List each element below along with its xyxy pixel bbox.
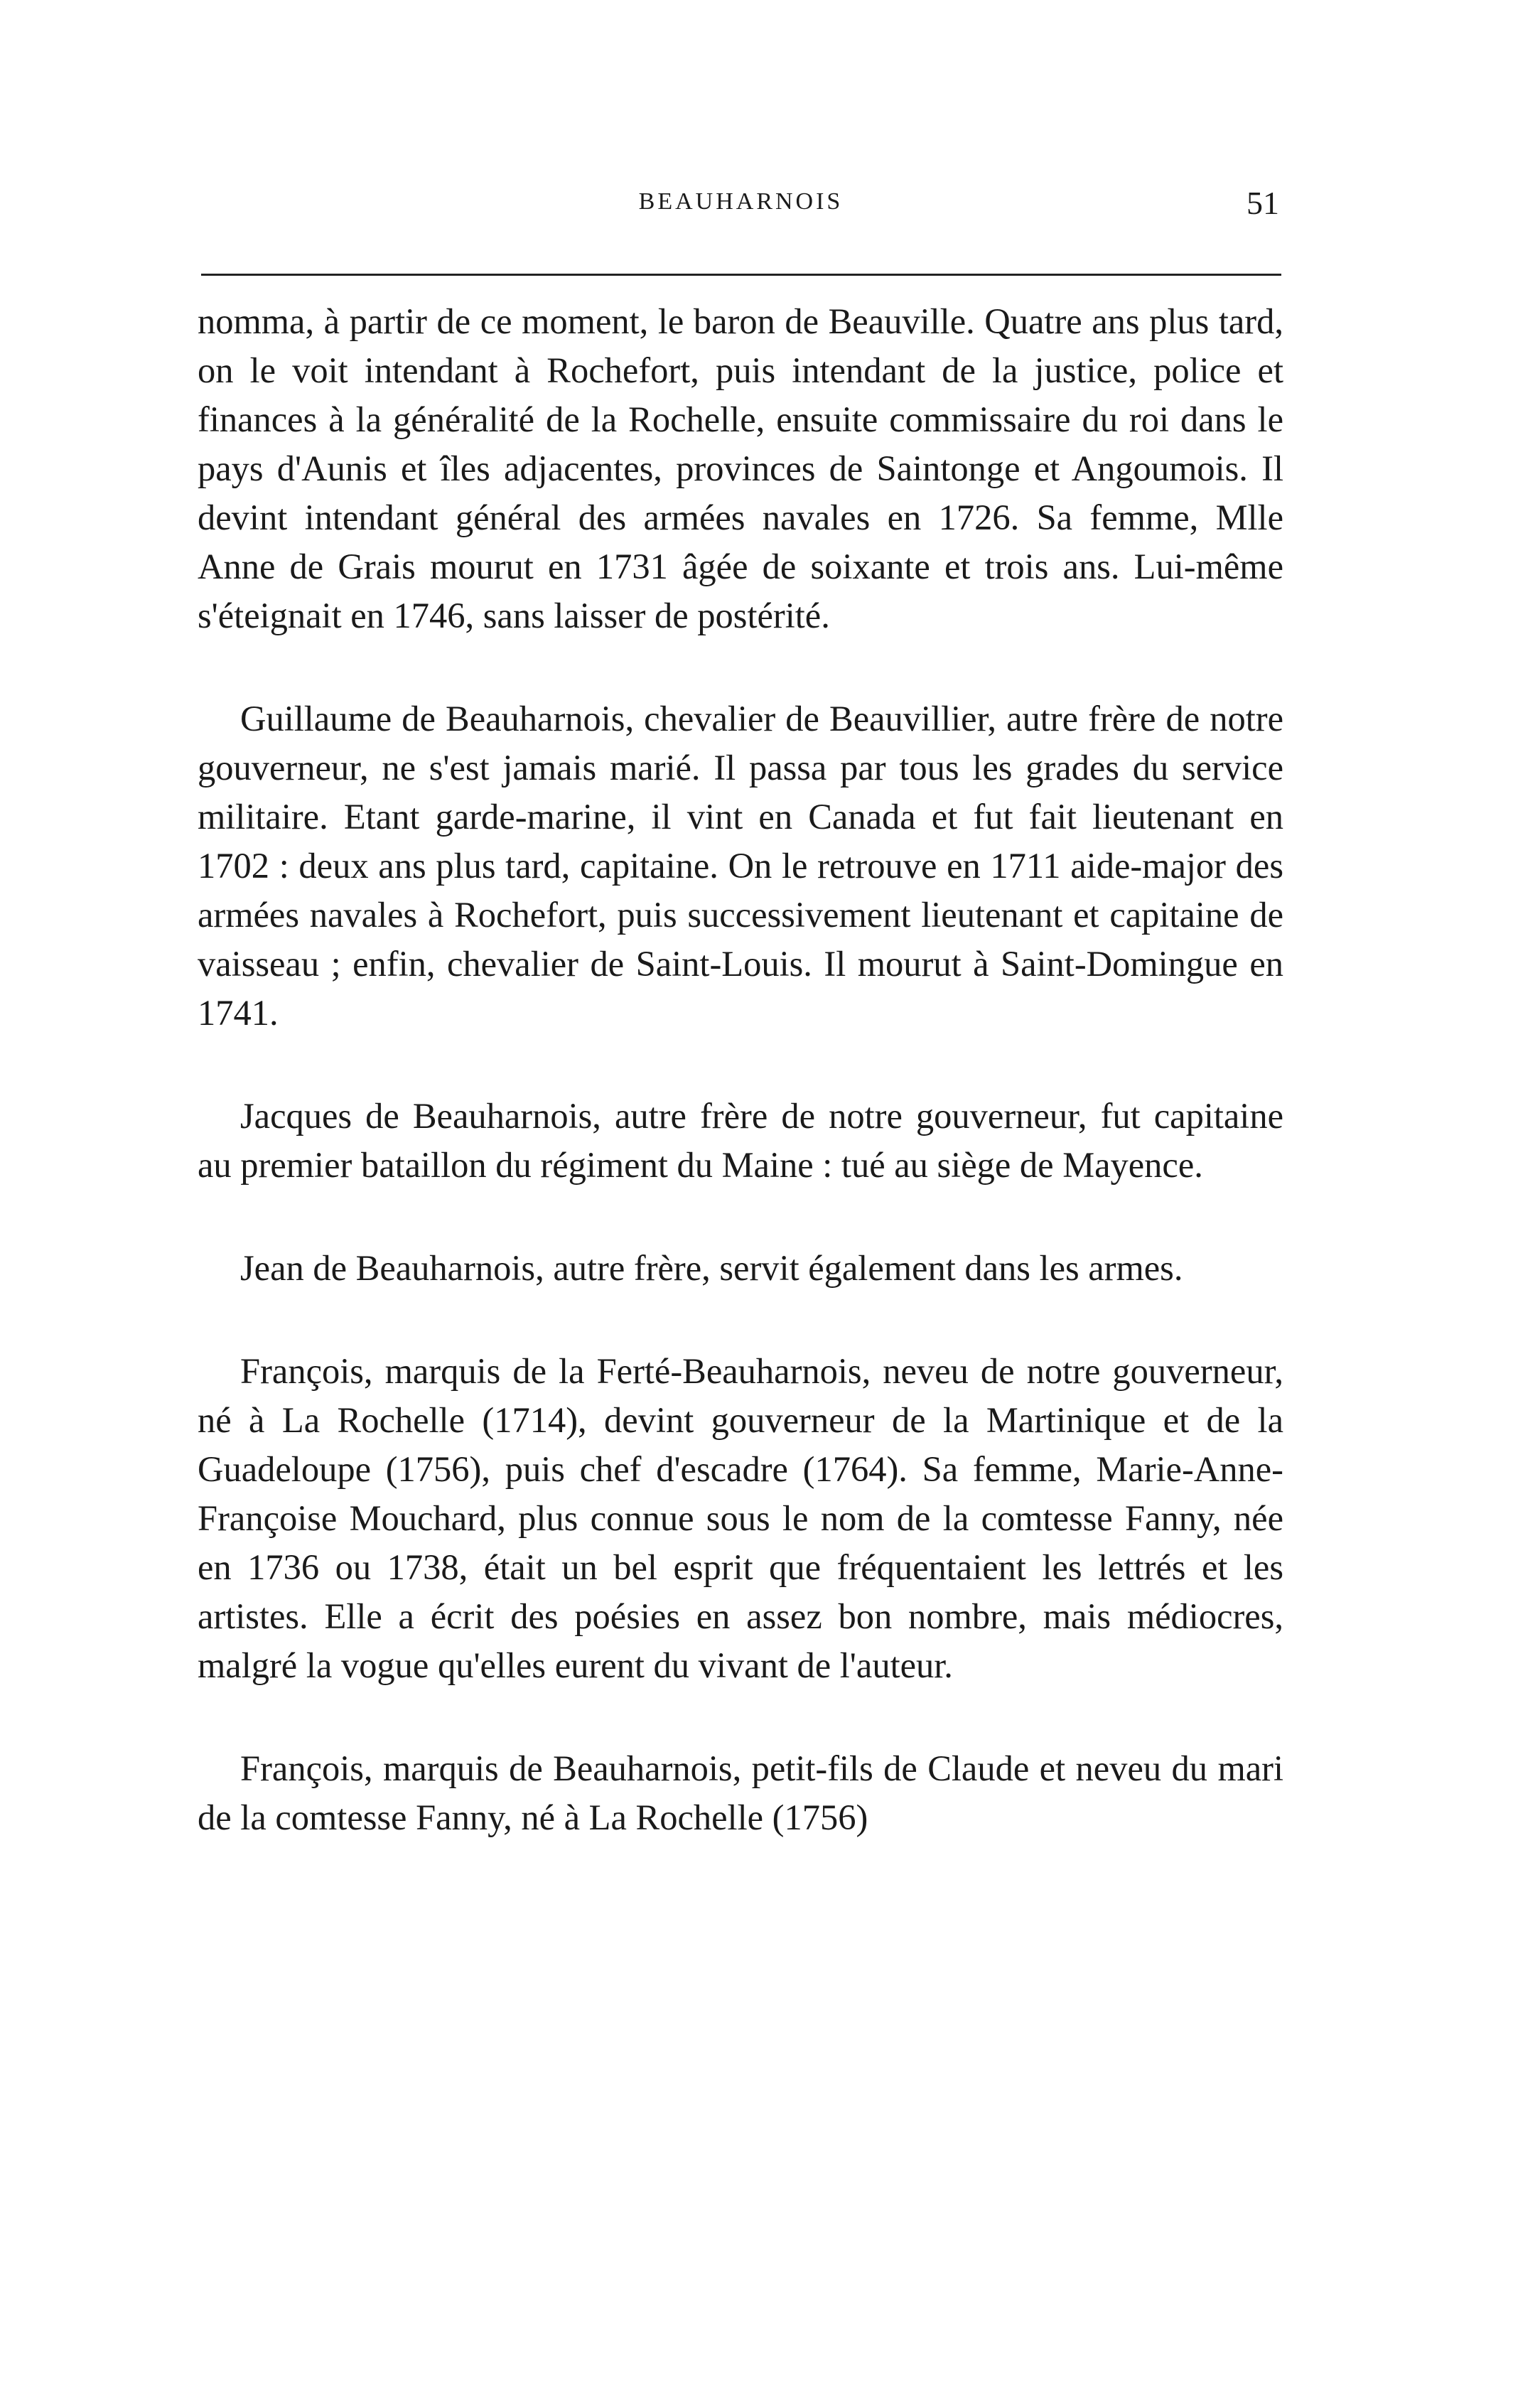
header-rule bbox=[201, 274, 1281, 276]
paragraph-jean: Jean de Beauharnois, autre frère, servit également dans les armes. bbox=[240, 1248, 1183, 1288]
running-head bbox=[203, 185, 1279, 231]
paragraph-guillaume: Guillaume de Beauharnois, chevalier de Beauvillier, autre frère de notre gouverneur, ne s'est jamais marié. Il passa par tous les grades du service militaire. Etant garde-marine, il vint en Canada et fut fait lieutenant en 1702 : deux ans plus tard, capitaine. On le retrouve en 1711 aide-major des armées navales à Rochefort, puis successivement lieutenant et capitaine de vaisseau ; enfin, chevalier de Saint-Louis. Il mourut à Saint-Domingue en 1741. bbox=[198, 699, 1283, 1033]
paragraph-francois-marquis: François, marquis de Beauharnois, petit-fils de Claude et neveu du mari de la comtesse Fanny, né à La Rochelle (1756) bbox=[198, 1748, 1283, 1837]
paragraph-francois-ferte: François, marquis de la Ferté-Beauharnois, neveu de notre gouverneur, né à La Rochelle (1714), devint gouverneur de la Martinique et de la Guadeloupe (1756), puis chef d'escadre (1764). Sa femme, Marie-Anne-Françoise Mouchard, plus connue sous le nom de la comtesse Fanny, née en 1736 ou 1738, était un bel esprit que fréquentaient les lettrés et les artistes. Elle a écrit des poésies en assez bon nombre, mais médiocres, malgré la vogue qu'elles eurent du vivant de l'auteur. bbox=[198, 1351, 1283, 1685]
paragraph-jacques: Jacques de Beauharnois, autre frère de notre gouverneur, fut capitaine au premier bataillon du régiment du Maine : tué au siège de Mayence. bbox=[198, 1096, 1283, 1185]
body-text bbox=[198, 297, 1283, 1842]
running-title: BEAUHARNOIS bbox=[638, 188, 844, 215]
page-number: 51 bbox=[1246, 185, 1279, 221]
paragraph-continuation: nomma, à partir de ce moment, le baron de Beauville. Quatre ans plus tard, on le voit intendant à Rochefort, puis intendant de la justice, police et finances à la généralité de la Rochelle, ensuite commissaire du roi dans le pays d'Aunis et îles adjacentes, provinces de Saintonge et Angoumois. Il devint intendant général des armées navales en 1726. Sa femme, Mlle Anne de Grais mourut en 1731 âgée de soixante et trois ans. Lui-même s'éteignait en 1746, sans laisser de postérité. bbox=[198, 301, 1283, 635]
